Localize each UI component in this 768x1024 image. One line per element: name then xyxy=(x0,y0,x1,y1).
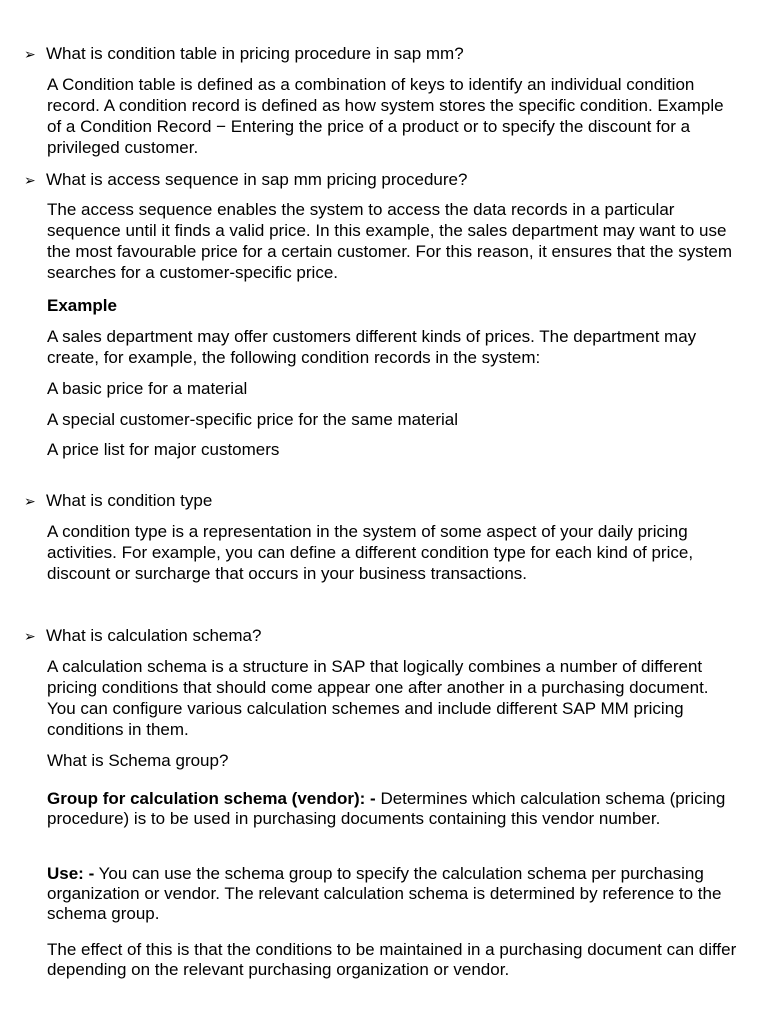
question-calculation-schema xyxy=(24,625,261,647)
question-text: What is condition table in pricing procedure in sap mm? xyxy=(46,44,464,63)
schema-group-definition xyxy=(47,789,737,829)
arrow-bullet-icon: ➢ xyxy=(24,628,36,644)
use-text: You can use the schema group to specify the calculation schema per purchasing organization or vendor. The relevant calculation schema is determined by reference to the schema group. xyxy=(47,864,722,923)
answer-condition-type: A condition type is a representation in the system of some aspect of your daily pricing activities. For example, you can define a different condition type for each kind of price, discount or surcharge that occurs in your business transactions. xyxy=(47,522,694,583)
question-text: What is calculation schema? xyxy=(46,626,262,645)
arrow-bullet-icon: ➢ xyxy=(24,46,36,62)
schema-group-use xyxy=(47,864,737,924)
list-item: A special customer-specific price for the same material xyxy=(47,410,458,429)
example-heading: Example xyxy=(47,296,117,315)
question-condition-table xyxy=(24,43,464,65)
arrow-bullet-icon: ➢ xyxy=(24,172,36,188)
question-text: What is access sequence in sap mm pricing procedure? xyxy=(46,170,468,189)
schema-group-effect: The effect of this is that the conditions to be maintained in a purchasing document can differ depending on the relevant purchasing organization or vendor. xyxy=(47,940,737,979)
answer-access-sequence: The access sequence enables the system to access the data records in a particular sequence until it finds a valid price. In this example, the sales department may want to use the most favourable price for a certain customer. For this reason, it ensures that the system searches for a customer-specific price. xyxy=(47,200,733,282)
sub-question-schema-group: What is Schema group? xyxy=(47,751,229,770)
question-text: What is condition type xyxy=(46,491,213,510)
group-text: Determines which calculation schema (pricing procedure) is to be used in purchasing documents containing this vendor number. xyxy=(47,789,726,828)
answer-condition-table: A Condition table is defined as a combination of keys to identify an individual condition record. A condition record is defined as how system stores the specific condition. Example of a Condition Record − Entering the price of a product or to specify the discount for a privileged customer. xyxy=(47,75,724,157)
example-text: A sales department may offer customers different kinds of prices. The department may create, for example, the following condition records in the system: xyxy=(47,327,697,367)
group-label: Group for calculation schema (vendor): - xyxy=(47,789,376,808)
arrow-bullet-icon: ➢ xyxy=(24,493,36,509)
list-item: A price list for major customers xyxy=(47,440,280,459)
list-item: A basic price for a material xyxy=(47,379,248,398)
question-access-sequence xyxy=(24,169,467,191)
use-label: Use: - xyxy=(47,864,95,883)
question-condition-type xyxy=(24,490,212,512)
answer-calculation-schema: A calculation schema is a structure in SAP that logically combines a number of different pricing conditions that should come appear one after another in a purchasing document. You can configure various calculation schemes and include different SAP MM pricing conditions in them. xyxy=(47,657,709,739)
